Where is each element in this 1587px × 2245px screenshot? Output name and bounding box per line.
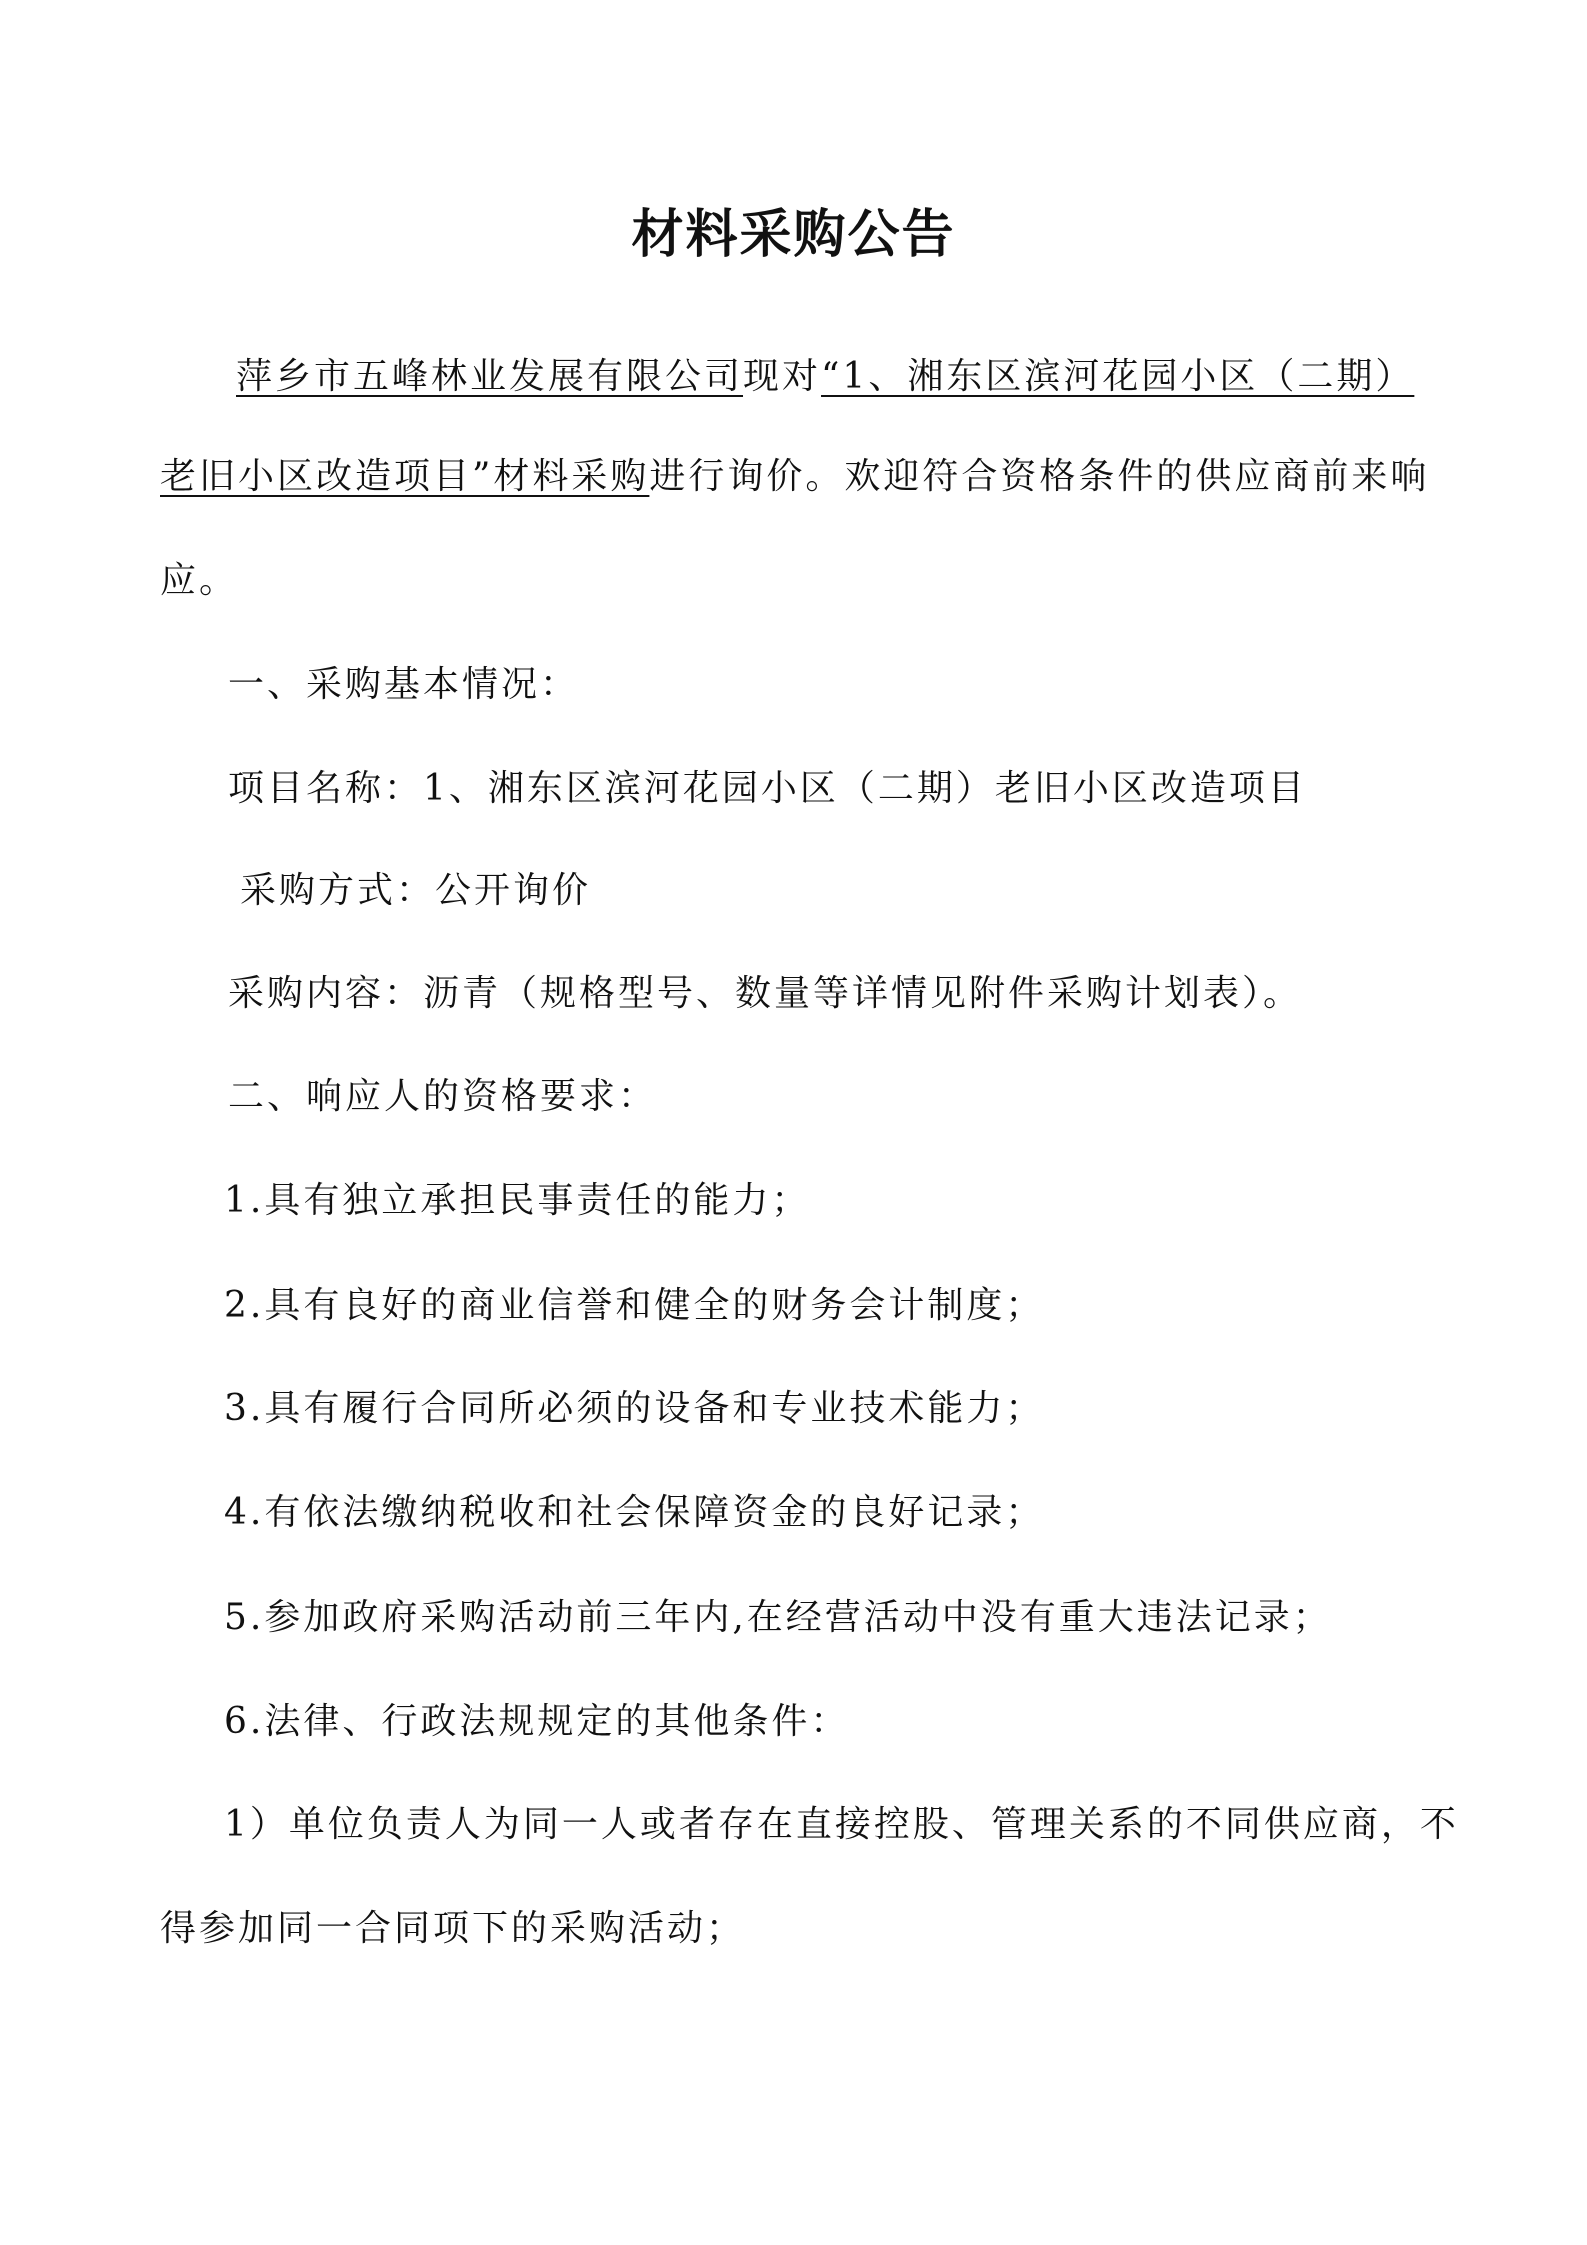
section2-heading: 二、响应人的资格要求： <box>228 1076 658 1117</box>
requirement-item-6: 6.法律、行政法规规定的其他条件： <box>224 1701 850 1742</box>
requirement-item-3: 3.具有履行合同所必须的设备和专业技术能力； <box>224 1388 1045 1429</box>
requirement-item-1: 1.具有独立承担民事责任的能力； <box>224 1180 811 1221</box>
requirement-item-2: 2.具有良好的商业信誉和健全的财务会计制度； <box>224 1285 1045 1326</box>
requirement-item-5: 5.参加政府采购活动前三年内,在经营活动中没有重大违法记录； <box>224 1597 1332 1638</box>
company-name: 萍乡市五峰林业发展有限公司 <box>236 356 744 397</box>
section1-heading: 一、采购基本情况： <box>228 664 580 705</box>
intro-line-2 <box>160 452 1429 502</box>
project-name: 项目名称：1、湘东区滨河花园小区（二期）老旧小区改造项目 <box>228 768 1307 809</box>
intro-line-3: 应。 <box>160 560 239 601</box>
purchase-content: 采购内容：沥青（规格型号、数量等详情见附件采购计划表）。 <box>228 973 1303 1014</box>
document-title: 材料采购公告 <box>631 205 956 265</box>
intro-text-cont: 进行询价。欢迎符合资格条件的供应商前来响 <box>649 456 1430 497</box>
sub-item-line-2: 得参加同一合同项下的采购活动； <box>160 1908 746 1949</box>
intro-text: 现对 <box>743 356 822 397</box>
purchase-method: 采购方式：公开询价 <box>240 870 592 911</box>
intro-line-1 <box>236 352 1414 402</box>
sub-item-line-1: 1）单位负责人为同一人或者存在直接控股、管理关系的不同供应商，不 <box>224 1804 1459 1845</box>
project-quote: “1、湘东区滨河花园小区（二期） <box>821 356 1415 397</box>
requirement-item-4: 4.有依法缴纳税收和社会保障资金的良好记录； <box>224 1492 1045 1533</box>
project-quote-cont: 老旧小区改造项目”材料采购 <box>160 456 650 497</box>
